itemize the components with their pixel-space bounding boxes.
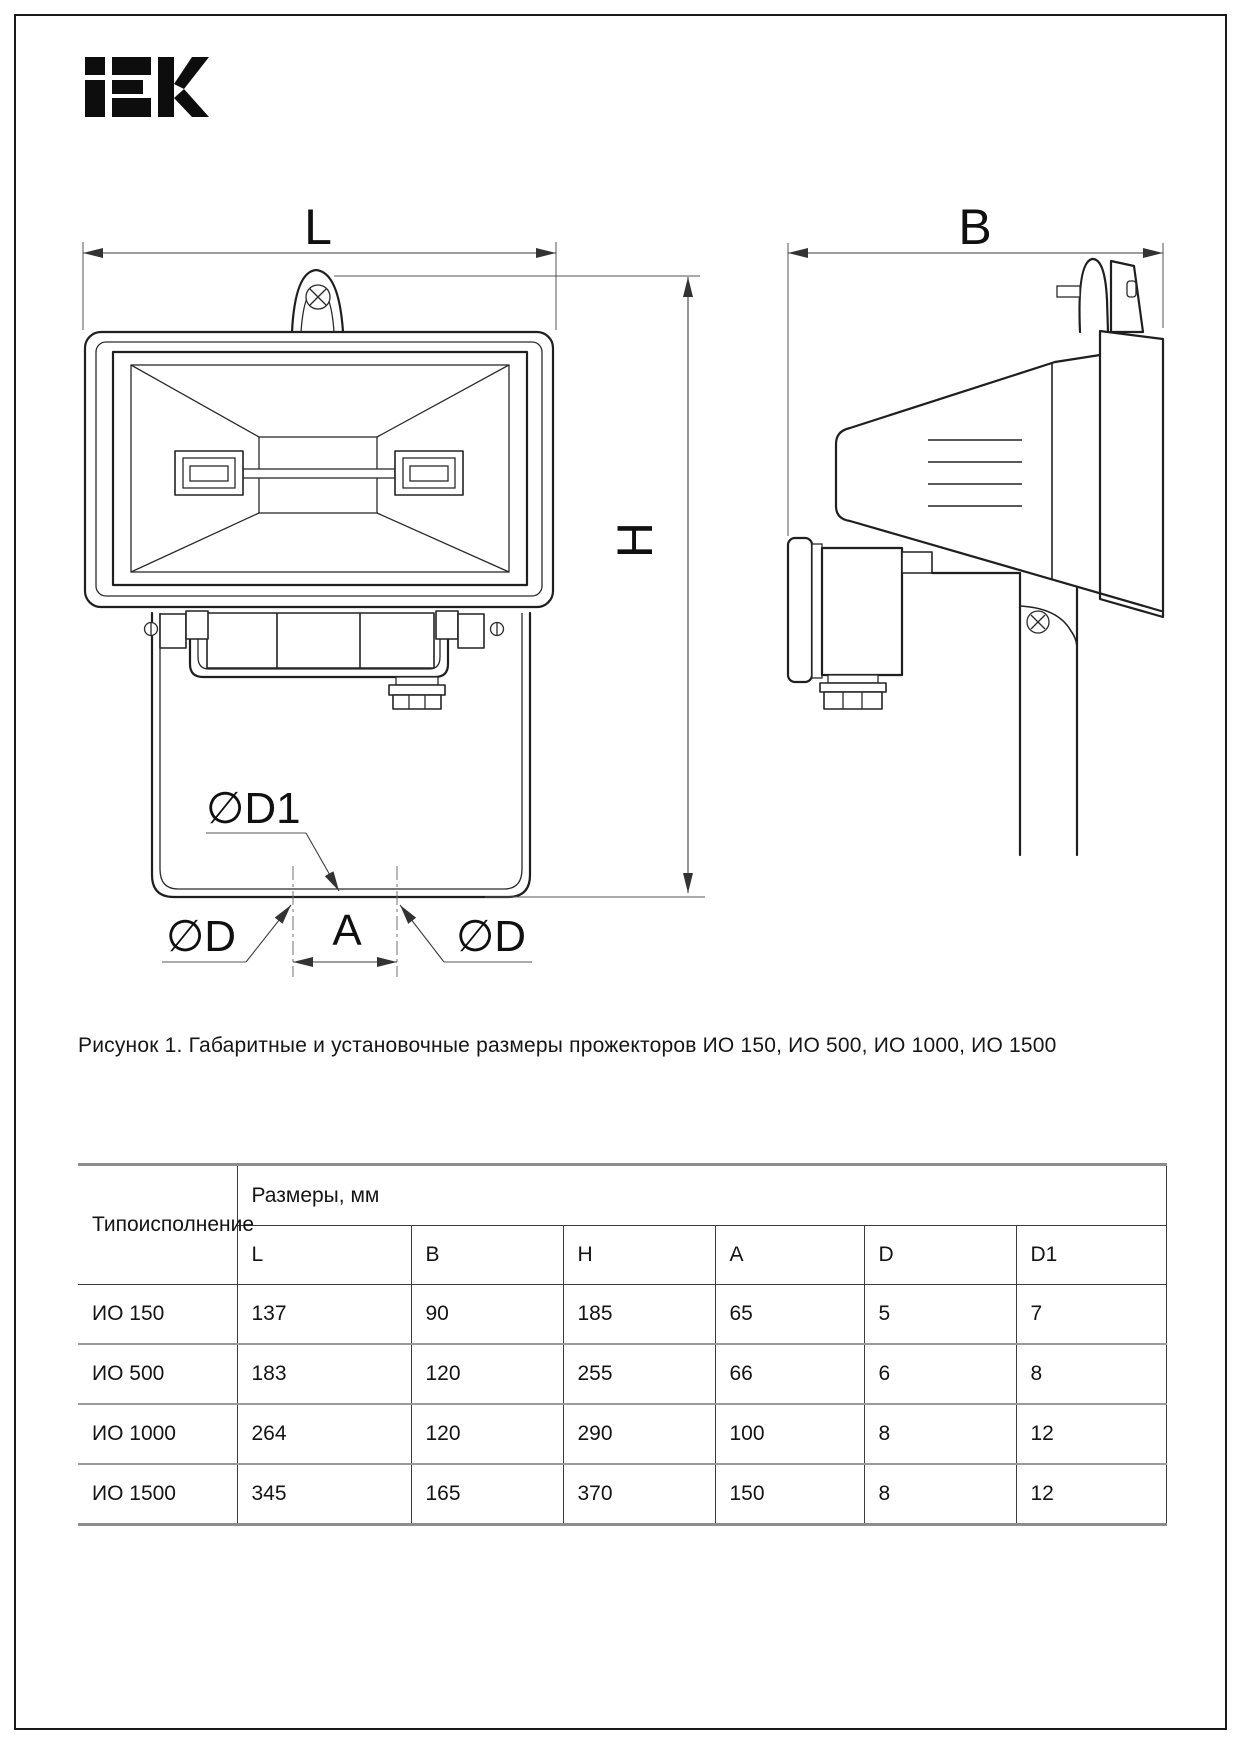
cell-H: 290	[563, 1404, 715, 1464]
cell-B: 165	[411, 1464, 563, 1525]
cell-D: 6	[864, 1344, 1016, 1404]
row-type: ИО 1500	[92, 1482, 176, 1505]
cell-D: 8	[864, 1464, 1016, 1525]
dimensions-table	[78, 1163, 1167, 1526]
dimension-D-right	[400, 905, 532, 962]
cell-L: 264	[237, 1404, 411, 1464]
cable-gland-side	[820, 675, 886, 709]
dim-label-H: H	[607, 521, 663, 559]
col-header-L: L	[237, 1226, 411, 1285]
junction-box-side	[788, 538, 932, 682]
floodlight-body-front	[85, 332, 553, 607]
dim-label-L: L	[304, 199, 332, 255]
dim-label-D-right: ∅D	[455, 912, 527, 961]
cell-A: 100	[715, 1404, 864, 1464]
dim-label-D1: ∅D1	[206, 784, 301, 833]
col-header-D1: D1	[1016, 1226, 1166, 1285]
glass-panel-side	[1100, 331, 1163, 617]
dimension-A	[293, 866, 397, 977]
cell-B: 120	[411, 1404, 563, 1464]
cell-A: 66	[715, 1344, 864, 1404]
cell-B: 120	[411, 1344, 563, 1404]
cell-A: 65	[715, 1285, 864, 1345]
table-row	[78, 1404, 1166, 1464]
dim-label-D-left: ∅D	[165, 912, 237, 961]
cable-gland-front	[389, 677, 445, 709]
cell-D1: 7	[1016, 1285, 1166, 1345]
table-row	[78, 1285, 1166, 1345]
cell-L: 345	[237, 1464, 411, 1525]
dimension-B	[788, 199, 1163, 536]
cell-A: 150	[715, 1464, 864, 1525]
table-header-dims: Размеры, мм	[237, 1165, 1166, 1226]
cell-D: 8	[864, 1404, 1016, 1464]
dimension-L	[83, 199, 556, 330]
col-header-H: H	[563, 1226, 715, 1285]
table-row	[78, 1464, 1166, 1525]
table-header-type: Типоисполнение	[78, 1165, 237, 1285]
dimension-D1	[206, 784, 339, 891]
row-type: ИО 150	[78, 1285, 237, 1345]
hanging-loop	[292, 270, 343, 332]
row-type: ИО 500	[78, 1344, 237, 1404]
dim-label-B: B	[958, 199, 992, 255]
cell-L: 183	[237, 1344, 411, 1404]
hanging-loop-side	[1057, 259, 1143, 332]
col-header-B: B	[411, 1226, 563, 1285]
cell-H: 185	[563, 1285, 715, 1345]
col-header-D: D	[864, 1226, 1016, 1285]
cell-L: 137	[237, 1285, 411, 1345]
cell-H: 255	[563, 1344, 715, 1404]
figure-caption: Рисунок 1. Габаритные и установочные размеры прожекторов ИО 150, ИО 500, ИО 1000, ИО 1500	[78, 1034, 1057, 1057]
bracket-arm-side	[932, 573, 1077, 855]
swivel-bracket	[145, 611, 504, 677]
cell-D: 5	[864, 1285, 1016, 1345]
cell-D1: 12	[1016, 1404, 1166, 1464]
cell-H: 370	[563, 1464, 715, 1525]
col-header-A: A	[715, 1226, 864, 1285]
table-row	[78, 1344, 1166, 1404]
cell-D1: 8	[1016, 1344, 1166, 1404]
row-type: ИО 1000	[78, 1404, 237, 1464]
dimension-D-left	[162, 905, 291, 962]
dim-label-A: A	[332, 906, 362, 955]
cell-B: 90	[411, 1285, 563, 1345]
side-view	[788, 199, 1163, 855]
cell-D1: 12	[1016, 1464, 1166, 1525]
vent-slots	[928, 440, 1022, 506]
front-view	[83, 199, 705, 977]
